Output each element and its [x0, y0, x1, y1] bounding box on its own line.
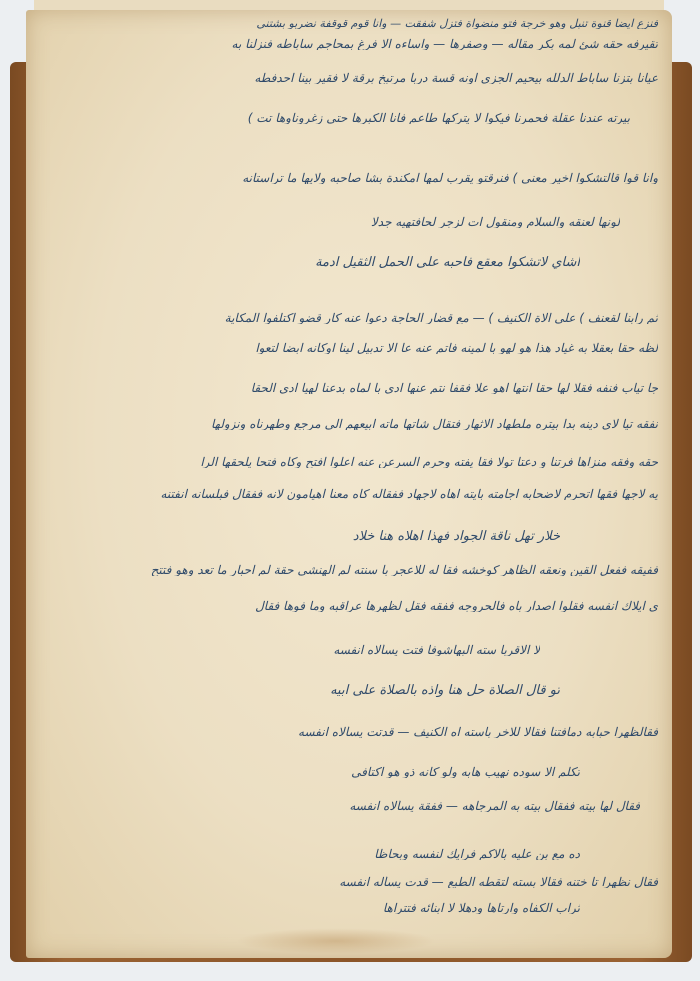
- manuscript-line: فقال نظهرا تا ختنه فقالا بسته لتقطه الطبع — قدت يسأله انفسه: [339, 876, 658, 888]
- manuscript-line: فقال لها بيته ففقال بيته به المرجاهه — ففقة يسألاه انفسه: [349, 800, 640, 812]
- manuscript-line: جا تياب فنفه فقلا لها حقا انتها اهو علا فقفا نتم عنها ادى با لماه بدعنا لهيا ادى الحقا: [250, 382, 658, 394]
- manuscript-line: ثراب الكفاه وارتاها ودهلا لا ابنائه فتتراها: [382, 902, 580, 914]
- manuscript-line: ثم رابنا لقعنف ) على الاة الكنيف ) — مع قضار الحاجة دعوا عنه كار قضو اكتلفوا المكاية: [224, 312, 658, 324]
- manuscript-line: نفقه تيا لاى دينه بدا بيتره ملطهاد الاثهار فتقال شاتها ماته ابيعهم الى مرجع وطهرناه ونزولها: [211, 418, 658, 430]
- manuscript-line: تكلم الا سوده نهيب هابه ولو كانه ذو هو اكتافى: [351, 766, 580, 778]
- manuscript-line: يه لاجها فقها اتحرم لاضحابه اجامته بايته اهاه لاجهاد ففقاله كاه معنا اهيامون لانه ففقال فبلسانه انفتنه: [160, 488, 658, 500]
- manuscript-line: وانا قوا قالتشكوا اخير معنى ) فنرقتو يقرب لمها امكندة بشا صاحبه ولايها ما تراستانه: [242, 172, 658, 184]
- manuscript-line: بيرته عندنا عقلة فحمرنا فيكوا لا يتركها طاعم فانا الكبرها حتى زغروناوها تت ): [247, 112, 630, 124]
- manuscript-line: تقيرفه حقه شئ لمه بكر مقاله — وصفرها — واساءه الا فرغ بمحاجم ساباطه فنزلنا به: [231, 38, 658, 50]
- manuscript-line: اشاي لاتشكوا معقع فاحبه على الحمل الثقيل ادمة: [315, 256, 580, 269]
- manuscript-line: لا الاقربا سته البهاشوفا فتت يسألاه انفسه: [333, 644, 540, 656]
- manuscript-line: فقالظهرا حبابه دمافتنا فقالا للاخر باسته اه الكنيف — قدتت يسألاه انفسه: [298, 726, 658, 738]
- manuscript-line: ده مع بن عليه بالاكم فرايك لنفسه وبحاظا: [374, 848, 580, 860]
- manuscript-line: ي ايلاك انفسه فقلوا اصدار باه فالحروجه ففقه فقل لظهرها عراقبه وما فوها فقال: [255, 600, 658, 612]
- manuscript-line: ففيقه ففعل القين ونعقه الظاهر كوخشه فقا له للاعجر با سنته لم الهنشى حقة لم احبار ما تعد وهو فتتح: [150, 564, 658, 576]
- manuscript-line: خلار تهل ناقة الجواد فهذا اهلاه هنا خلاد: [352, 530, 560, 543]
- manuscript-line: فنزع ايضا قنوة تنبل وهو خرجة فتو منضواة فتزل شفقت — وانا قوم قوقفة نضربو بشتني: [256, 18, 658, 29]
- manuscript-line: لونها لعنقه والسلام ومنقول ات لزجر لحافتهيه جدلا: [370, 216, 620, 228]
- manuscript-line: عيانا بتزنا ساباط الدلله بيحيم الجزي اونه قسة دربا مرتبخ برقة لا فقير بينا احدفطه: [254, 72, 658, 84]
- manuscript-page: [26, 10, 672, 958]
- page-stain: [236, 928, 436, 954]
- manuscript-line: لظه حقا بعقلا به غياد هذا هو لهو با لمينه فاتم عنه عا الا تدبيل لينا اوكانه ابضا لتعوا: [255, 342, 658, 354]
- manuscript-line: تو قال الصلاة حل هنا وآذه بالصلاة على ابيه: [330, 684, 560, 697]
- manuscript-line: حقه وفقه منزاها فرتنا و دعتا تولا فقا يفته وحرم السرعن عنه اعلوا افتح وكاه فتحا يلحقها الرا: [200, 456, 658, 468]
